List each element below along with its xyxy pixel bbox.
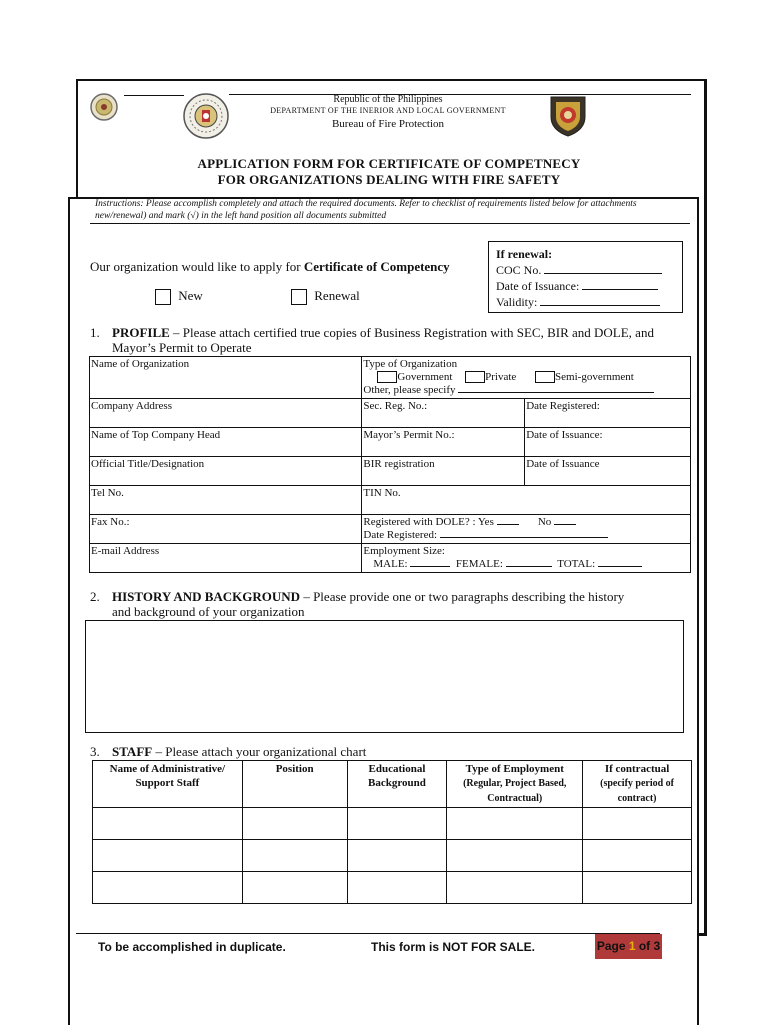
staff-number: 3.: [90, 744, 100, 759]
cell-date-registered[interactable]: [525, 399, 691, 428]
dole-date-label: Date Registered:: [363, 529, 438, 541]
other-specify-label: Other, please specify: [363, 384, 456, 396]
government-checkbox[interactable]: [377, 371, 397, 383]
col-position: [242, 761, 347, 808]
staff-table: [92, 760, 692, 904]
staff-heading: [90, 744, 366, 760]
renewal-checkbox[interactable]: [291, 289, 307, 305]
total-label: TOTAL:: [557, 558, 596, 570]
history-title: HISTORY AND BACKGROUND: [112, 589, 301, 604]
republic-text: Republic of the Philippines: [333, 94, 443, 105]
renewal-title: If renewal:: [496, 247, 553, 261]
issuance-label: Date of Issuance:: [496, 279, 580, 293]
cell-top-head[interactable]: [90, 428, 362, 457]
renewal-label: Renewal: [314, 288, 360, 303]
sec-reg-label: Sec. Reg. No.:: [363, 400, 428, 412]
cell-official-title[interactable]: [90, 457, 362, 486]
tel-label: Tel No.: [91, 487, 124, 499]
instructions-rule: [90, 223, 690, 224]
footer-duplicate: To be accomplished in duplicate.: [98, 940, 286, 954]
coc-line[interactable]: [544, 273, 662, 274]
profile-table: [89, 356, 691, 573]
total-line[interactable]: [598, 566, 642, 567]
government-label: Government: [397, 371, 453, 383]
instructions-line2: new/renewal) and mark (√) in the left hand position all documents submitted: [95, 211, 387, 221]
cell-bir[interactable]: [362, 457, 525, 486]
table-row: [93, 808, 692, 840]
col-position-label: Position: [275, 763, 314, 775]
staff-cell[interactable]: [93, 840, 243, 872]
col-staff-name-label: Name of Administrative/ Support Staff: [109, 763, 226, 789]
col-employment-type: [447, 761, 583, 808]
coc-field[interactable]: [496, 262, 682, 278]
table-row: [93, 840, 692, 872]
cell-dole: [362, 515, 691, 544]
page-total: of 3: [635, 939, 661, 953]
staff-cell[interactable]: [447, 840, 583, 872]
footer-rule: [76, 933, 660, 934]
staff-cell[interactable]: [242, 872, 347, 904]
fax-label: Fax No.:: [91, 516, 130, 528]
apply-text: Our organization would like to apply for: [90, 259, 304, 274]
department-text: DEPARTMENT OF THE INERIOR AND LOCAL GOVERNMENT: [270, 106, 506, 115]
cell-name-org[interactable]: [90, 357, 362, 399]
dilg-seal-icon: [90, 93, 118, 121]
staff-cell[interactable]: [447, 808, 583, 840]
page-current: 1: [628, 939, 636, 953]
cell-email[interactable]: [90, 544, 362, 573]
instructions-line1: Instructions: Please accomplish completely and attach the required documents. Refer to checklist of requirements listed below for attachments: [95, 199, 637, 209]
col-contractual: [583, 761, 692, 808]
profile-desc1: – Please attach certified true copies of Business Registration with SEC, BIR and DOLE, and: [169, 325, 654, 340]
name-org-label: Name of Organization: [91, 358, 190, 370]
bir-label: BIR registration: [363, 458, 435, 470]
tin-label: TIN No.: [363, 487, 401, 499]
female-label: FEMALE:: [455, 558, 503, 570]
cell-tel[interactable]: [90, 486, 362, 515]
dole-question: Registered with DOLE? : Yes: [363, 516, 494, 528]
company-address-label: Company Address: [91, 400, 172, 412]
bureau-text: Bureau of Fire Protection: [331, 118, 445, 130]
email-label: E-mail Address: [91, 545, 160, 557]
staff-cell[interactable]: [242, 808, 347, 840]
history-textbox[interactable]: [85, 620, 684, 733]
coc-label: COC No.: [496, 263, 542, 277]
cell-employment-size: [362, 544, 691, 573]
header-rule-left: [124, 95, 184, 96]
footer-not-for-sale: This form is NOT FOR SALE.: [371, 940, 536, 954]
option-renewal[interactable]: [291, 288, 360, 305]
dole-no-label: No: [537, 516, 552, 528]
cell-tin[interactable]: [362, 486, 691, 515]
bfp-seal-icon: [183, 93, 229, 139]
employment-size-label: Employment Size:: [363, 545, 445, 557]
staff-cell[interactable]: [447, 872, 583, 904]
type-org-label: Type of Organization: [363, 358, 458, 370]
other-specify-line[interactable]: [458, 392, 654, 393]
issuance-line[interactable]: [582, 289, 658, 290]
staff-cell[interactable]: [93, 872, 243, 904]
staff-cell[interactable]: [93, 808, 243, 840]
semi-government-label: Semi-government: [555, 371, 634, 383]
apply-cert-name: Certificate of Competency: [303, 259, 450, 274]
mayors-permit-label: Mayor’s Permit No.:: [363, 429, 455, 441]
profile-number: 1.: [90, 325, 100, 340]
cell-type-org: [362, 357, 691, 399]
staff-cell[interactable]: [583, 808, 692, 840]
cell-date-issuance2[interactable]: [525, 457, 691, 486]
col-education-label: Educational Background: [368, 763, 426, 789]
new-label: New: [178, 288, 203, 303]
staff-cell[interactable]: [583, 840, 692, 872]
col-contractual-label: If contractual: [604, 763, 670, 775]
form-title-line2: FOR ORGANIZATIONS DEALING WITH FIRE SAFETY: [217, 172, 561, 187]
female-line[interactable]: [506, 566, 552, 567]
history-desc1: – Please provide one or two paragraphs describing the history: [300, 589, 625, 604]
history-heading: [90, 589, 690, 619]
date-registered-label: Date Registered:: [526, 400, 600, 412]
table-row: [93, 872, 692, 904]
history-desc2: and background of your organization: [112, 604, 305, 619]
dole-yes-line[interactable]: [497, 524, 519, 525]
option-new[interactable]: [155, 288, 203, 305]
validity-field[interactable]: [496, 294, 682, 310]
dole-no-line[interactable]: [554, 524, 576, 525]
private-label: Private: [485, 371, 517, 383]
form-title-line1: APPLICATION FORM FOR CERTIFICATE OF COMPETNECY: [197, 156, 581, 171]
cell-sec-reg[interactable]: [362, 399, 525, 428]
issuance-field[interactable]: [496, 278, 682, 294]
col-staff-name: [93, 761, 243, 808]
profile-heading: [90, 325, 690, 355]
col-education: [347, 761, 447, 808]
date-issuance2-label: Date of Issuance: [526, 458, 600, 470]
profile-title: PROFILE: [112, 325, 170, 340]
date-issuance-label: Date of Issuance:: [526, 429, 603, 441]
bfp-badge-icon: [547, 93, 589, 137]
page-prefix: Page: [596, 939, 629, 953]
dole-date-line[interactable]: [440, 537, 608, 538]
renewal-box: [488, 241, 683, 313]
cell-fax[interactable]: [90, 515, 362, 544]
cell-mayors-permit[interactable]: [362, 428, 525, 457]
col-contractual-sub: (specify period of contract): [600, 778, 675, 804]
staff-title: STAFF: [112, 744, 153, 759]
staff-desc: – Please attach your organizational chart: [152, 744, 367, 759]
staff-cell[interactable]: [583, 872, 692, 904]
staff-cell[interactable]: [347, 872, 447, 904]
cell-date-issuance[interactable]: [525, 428, 691, 457]
staff-cell[interactable]: [347, 808, 447, 840]
page-number-badge: [595, 934, 662, 959]
validity-label: Validity:: [496, 295, 538, 309]
official-title-label: Official Title/Designation: [91, 458, 205, 470]
instructions: [95, 198, 690, 222]
top-head-label: Name of Top Company Head: [91, 429, 221, 441]
col-employment-type-sub: (Regular, Project Based, Contractual): [463, 778, 567, 804]
apply-statement: [90, 259, 450, 275]
staff-cell[interactable]: [242, 840, 347, 872]
staff-cell[interactable]: [347, 840, 447, 872]
semi-government-checkbox[interactable]: [535, 371, 555, 383]
validity-line[interactable]: [540, 305, 660, 306]
male-line[interactable]: [410, 566, 450, 567]
new-checkbox[interactable]: [155, 289, 171, 305]
col-employment-type-label: Type of Employment: [465, 763, 564, 775]
private-checkbox[interactable]: [465, 371, 485, 383]
profile-desc2: Mayor’s Permit to Operate: [112, 340, 252, 355]
cell-company-address[interactable]: [90, 399, 362, 428]
history-number: 2.: [90, 589, 100, 604]
male-label: MALE:: [373, 558, 408, 570]
